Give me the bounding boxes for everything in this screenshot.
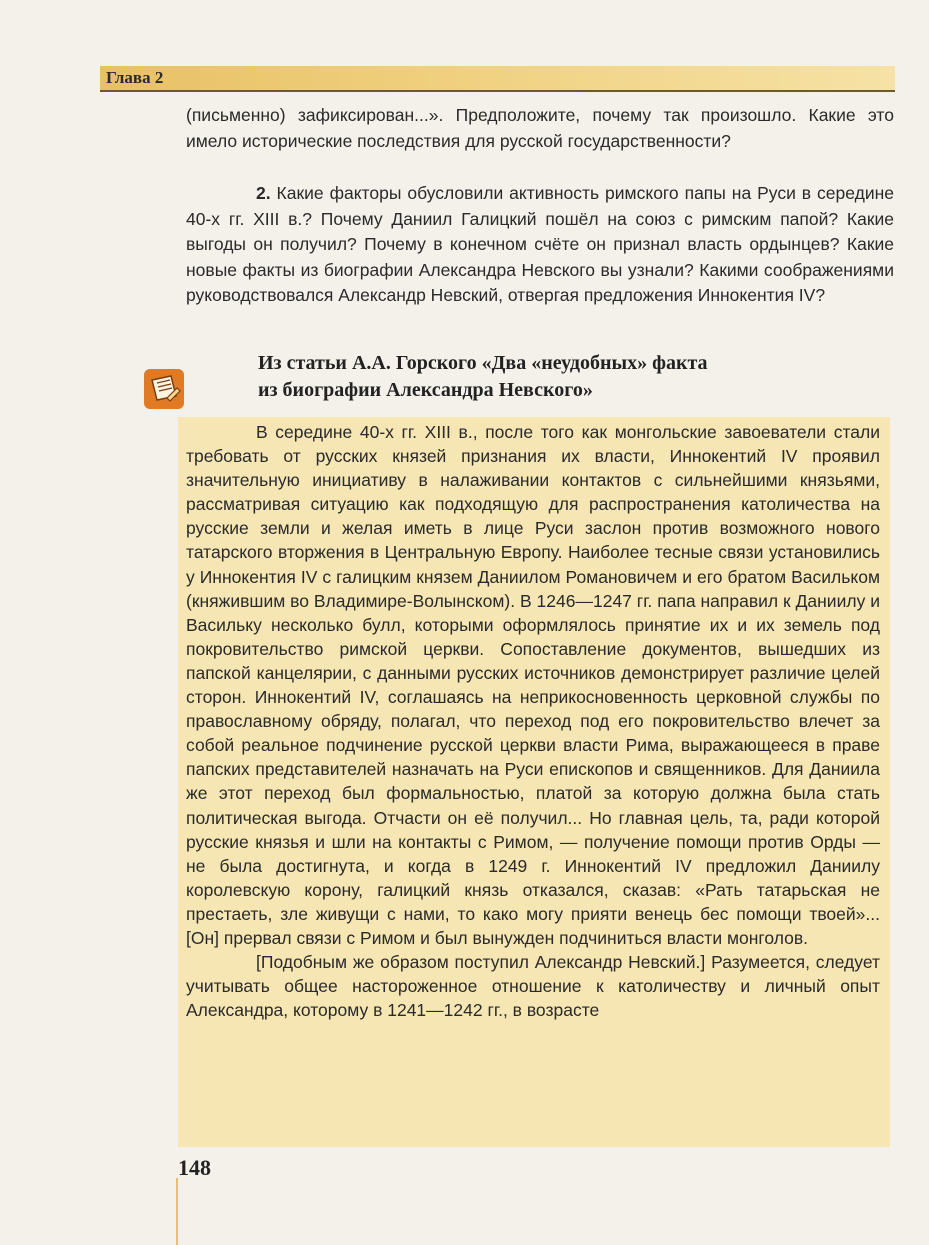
excerpt [186, 420, 880, 1022]
margin-rule [176, 1178, 178, 1245]
chapter-label: Глава 2 [106, 68, 164, 87]
page-number: 148 [178, 1155, 211, 1180]
excerpt-paragraph-1: В середине 40-х гг. XIII в., после того как монгольские завоеватели стали требовать от русских князей признания их власти, Иннокентий IV проявил значительную инициативу в налаживании контактов с сильнейшими князьями, рассматривая ситуацию как подходящую для распространения католичества на русские земли и желая иметь в лице Руси заслон против возможного нового татарского вторжения в Центральную Европу. Наиболее тесные связи установились у Иннокентия IV с галицким князем Даниилом Романовичем и его братом Васильком (княжившим во Владимире-Волынском). В 1246—1247 гг. папа направил к Даниилу и Васильку несколько булл, которыми оформлялось принятие их и их земель под покровительство римской церкви. Сопоставление документов, вышедших из папской канцелярии, с данными русских источников демонстрирует различие целей сторон. Иннокентий IV, соглашаясь на неприкосновенность церковной службы по православному обряду, полагал, что переход под его покровительство влечет за собой реальное подчинение русской церкви власти Рима, выражающееся в праве папских представителей назначать на Руси епископов и священников. Для Даниила же этот переход был формальностью, платой за которую должна была стать политическая выгода. Отчасти он её получил... Но главная цель, та, ради которой русские князья и шли на контакты с Римом, — получение помощи против Орды — не была достигнута, и когда в 1249 г. Иннокентий IV предложил Даниилу королевскую корону, галицкий князь отказался, сказав: «Рать татарьская не престаеть, зле живущи с нами, то како могу прияти венець бес помощи твоей»... [Он] прервал связи с Римом и был вынужден подчиниться власти монголов. [186, 422, 880, 948]
source-title [258, 350, 878, 404]
question-2-paragraph [186, 181, 894, 309]
document-scroll-icon [143, 368, 185, 410]
source-title-line-2: из биографии Александра Невского» [258, 379, 593, 401]
excerpt-paragraph-2: [Подобным же образом поступил Александр Невский.] Разумеется, следует учитывать общее настороженное отношение к католичеству и личный опыт Александра, которому в 1241—1242 гг., в возрасте [186, 952, 880, 1021]
source-title-line-1: Из статьи А.А. Горского «Два «неудобных» факта [258, 352, 708, 374]
question-1-text: (письменно) зафиксирован...». Предположите, почему так произошло. Какие это имело исторические последствия для русской государственности? [186, 105, 894, 151]
chapter-header-bar [100, 66, 895, 90]
header-divider [100, 90, 895, 92]
question-number: 2. [256, 183, 271, 203]
question-1 [186, 103, 894, 154]
question-2 [186, 181, 894, 309]
question-2-text: Какие факторы обусловили активность римского папы на Руси в середине 40-х гг. XIII в.? Почему Даниил Галицкий пошёл на союз с римским папой? Какие выгоды он получил? Почему в конечном счёте он признал власть ордынцев? Какие новые факты из биографии Александра Невского вы узнали? Какими соображениями руководствовался Александр Невский, отвергая предложения Иннокентия IV? [186, 183, 894, 305]
